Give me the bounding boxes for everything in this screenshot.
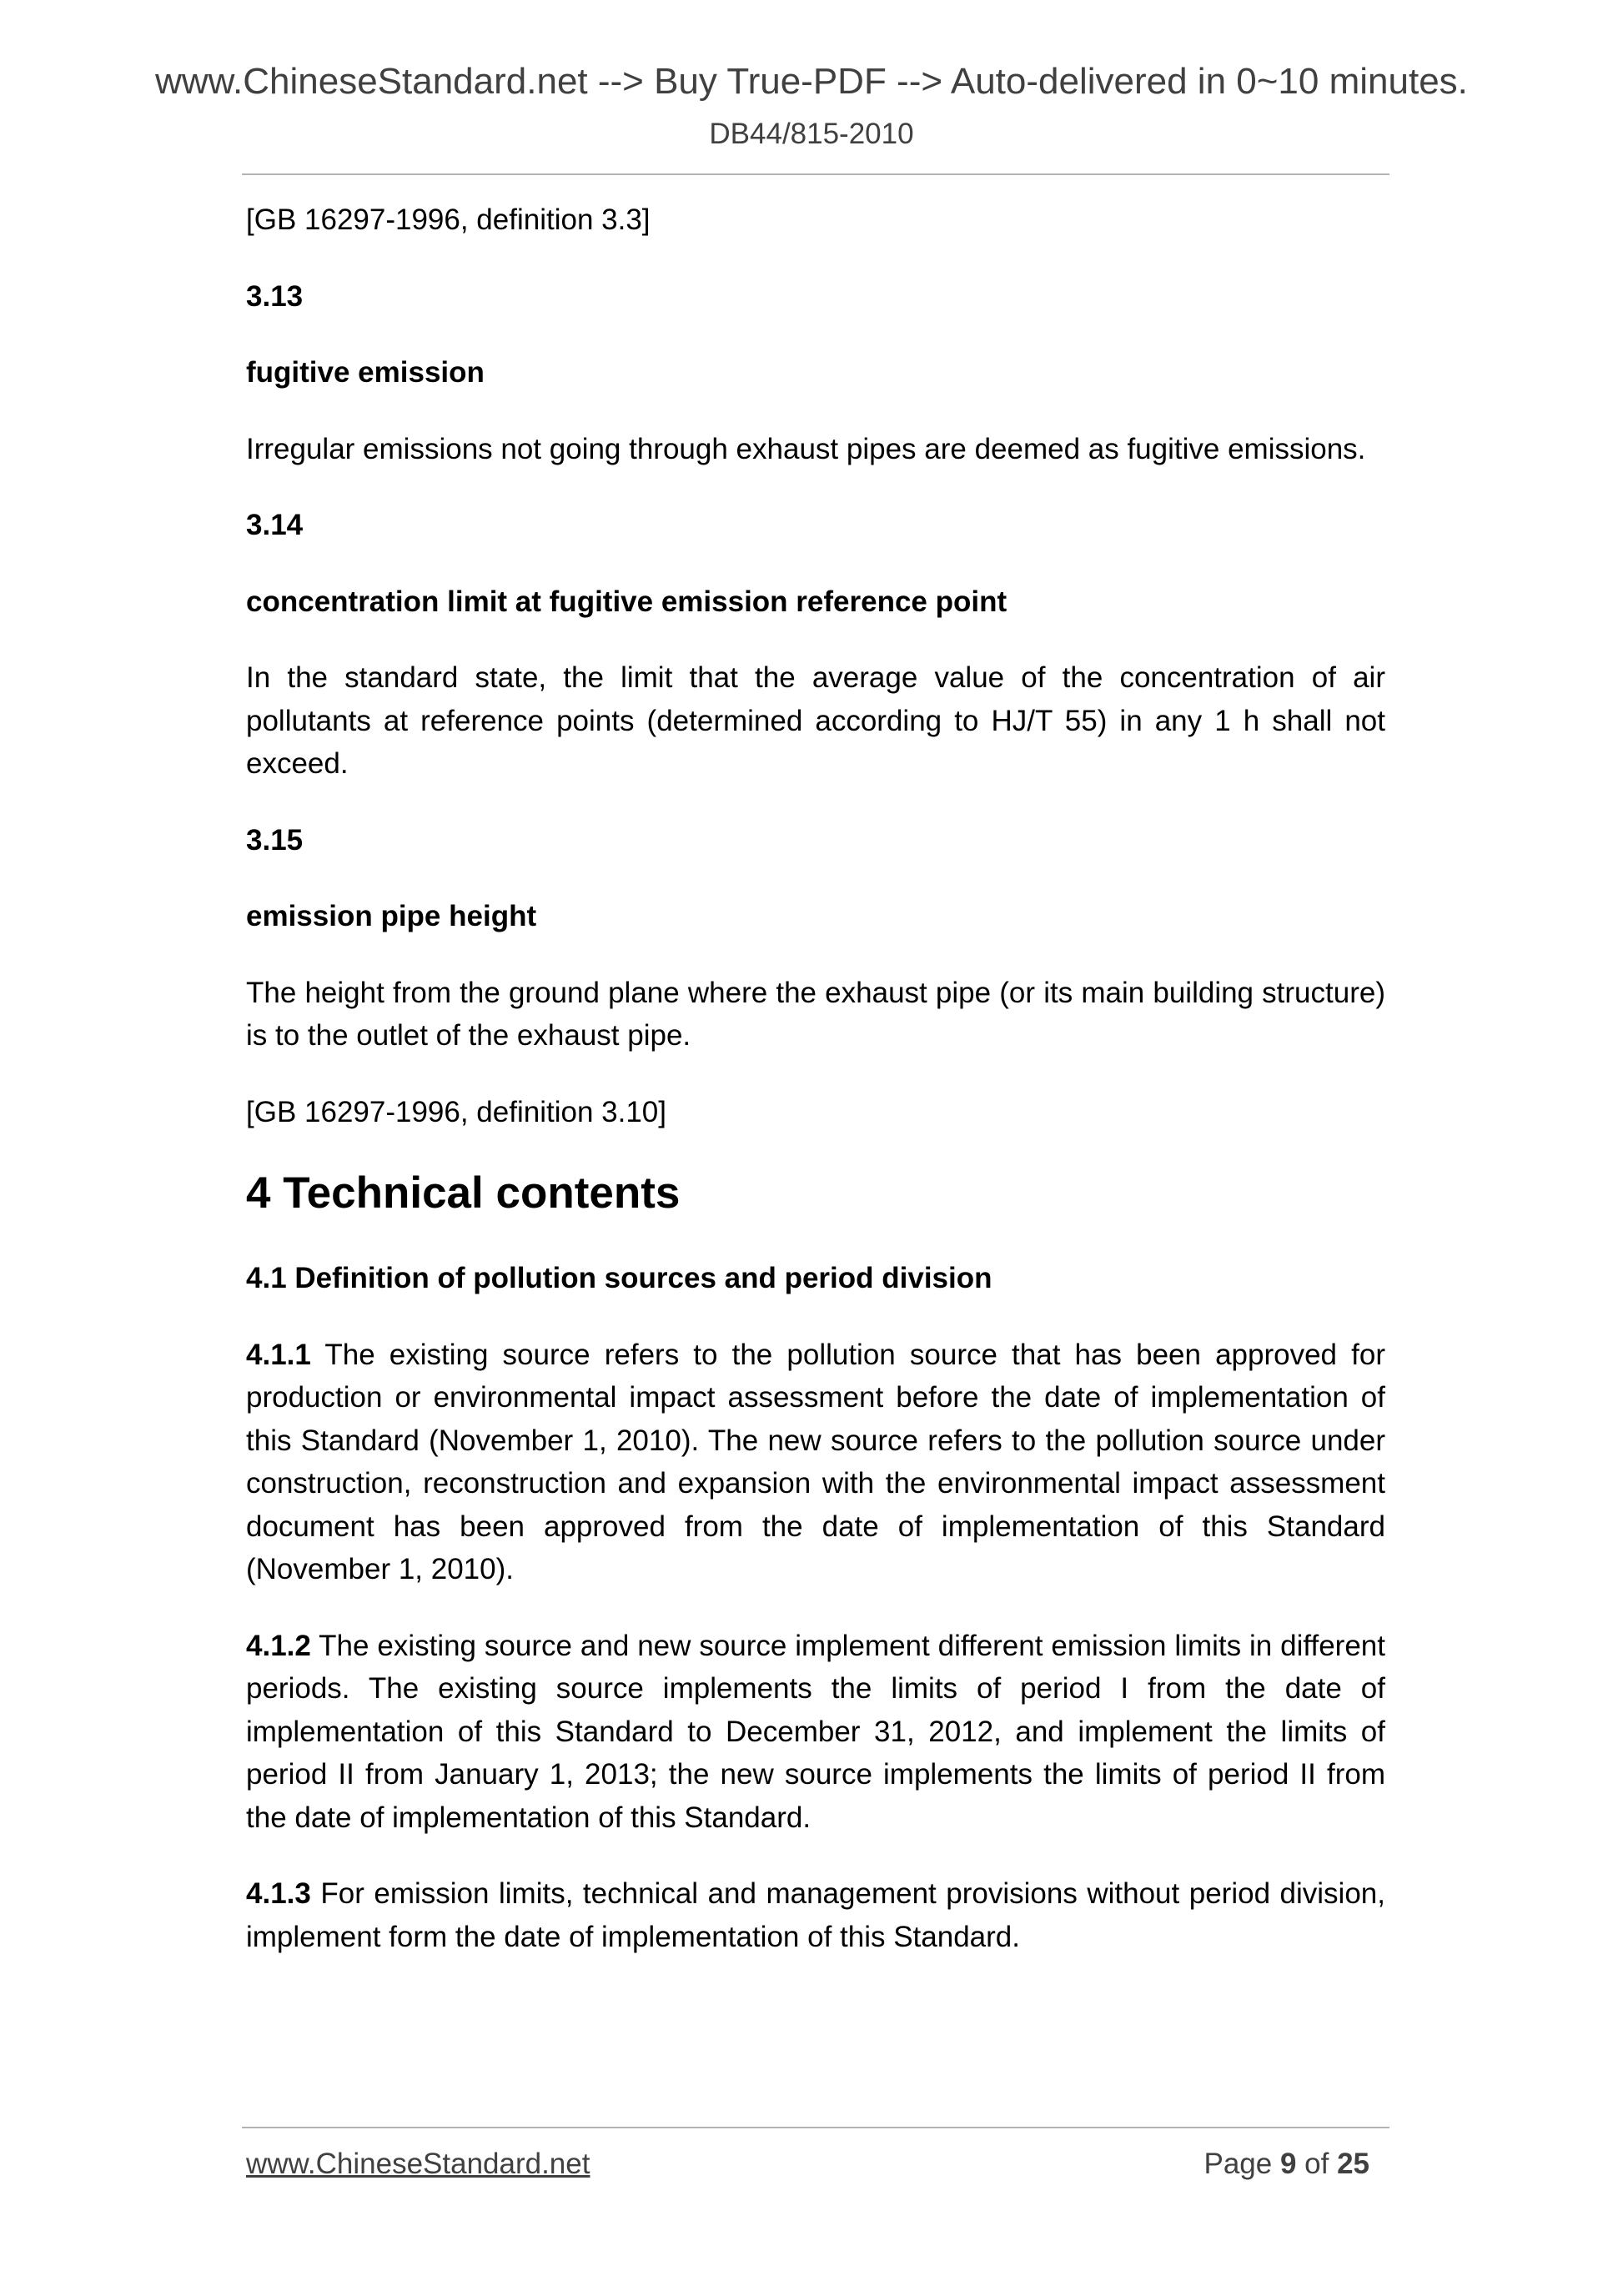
page-prefix: Page — [1203, 2148, 1280, 2180]
footer-divider — [242, 2127, 1389, 2128]
term-heading: concentration limit at fugitive emission reference point — [246, 585, 1007, 618]
clause-text: The existing source and new source implement different emission limits in different periods. The existing source implements the limits of period I from the date of implementation of this Standard to December 31, 2012, and implement the limits of period II from January 1, 2013; the new source implements the limits of period II from the date of implementation of this Standard. — [246, 1629, 1385, 1834]
page-number — [1203, 2147, 1369, 2182]
page-of: of — [1296, 2148, 1338, 2180]
clause-number: 4.1.1 — [246, 1338, 311, 1371]
clause-number: 3.14 — [246, 509, 304, 541]
clause-paragraph — [246, 1334, 1385, 1591]
term-heading: fugitive emission — [246, 356, 485, 389]
clause-text: The existing source refers to the pollution source that has been approved for production or environmental impact assessment before the date of implementation of this Standard (November 1, 2010). The new source refers to the pollution source under construction, reconstruction and expansion with the environmental impact assessment document has been approved from the date of implementation of this Standard (November 1, 2010). — [246, 1338, 1385, 1585]
reference-note: [GB 16297-1996, definition 3.10] — [246, 1095, 666, 1128]
page-current: 9 — [1279, 2148, 1297, 2180]
header-banner: www.ChineseStandard.net --> Buy True-PDF --> Auto-delivered in 0~10 minutes. — [155, 61, 1468, 102]
clause-paragraph — [246, 1625, 1385, 1840]
term-definition: In the standard state, the limit that the average value of the concentration of air pollutants at reference points (determined according to HJ/T 55) in any 1 h shall not exceed. — [246, 661, 1385, 780]
page-total: 25 — [1337, 2148, 1369, 2180]
term-heading: emission pipe height — [246, 900, 537, 932]
document-code: DB44/815-2010 — [709, 118, 914, 150]
term-definition: The height from the ground plane where the exhaust pipe (or its main building structure) is to the outlet of the exhaust pipe. — [246, 976, 1385, 1052]
clause-text: For emission limits, technical and management provisions without period division, implement form the date of implementation of this Standard. — [246, 1877, 1385, 1953]
clause-number: 4.1.2 — [246, 1629, 311, 1662]
section-heading: 4.1 Definition of pollution sources and period division — [246, 1262, 992, 1294]
clause-paragraph — [246, 1872, 1385, 1958]
footer-website-link[interactable]: www.ChineseStandard.net — [246, 2148, 590, 2180]
clause-number: 4.1.3 — [246, 1877, 311, 1910]
page-content — [246, 198, 1385, 1992]
clause-number: 3.13 — [246, 279, 304, 313]
term-definition: Irregular emissions not going through exhaust pipes are deemed as fugitive emissions. — [246, 432, 1366, 465]
clause-number: 3.15 — [246, 823, 304, 857]
chapter-heading: 4 Technical contents — [246, 1168, 681, 1218]
reference-note: [GB 16297-1996, definition 3.3] — [246, 203, 651, 236]
header-divider — [242, 173, 1389, 175]
